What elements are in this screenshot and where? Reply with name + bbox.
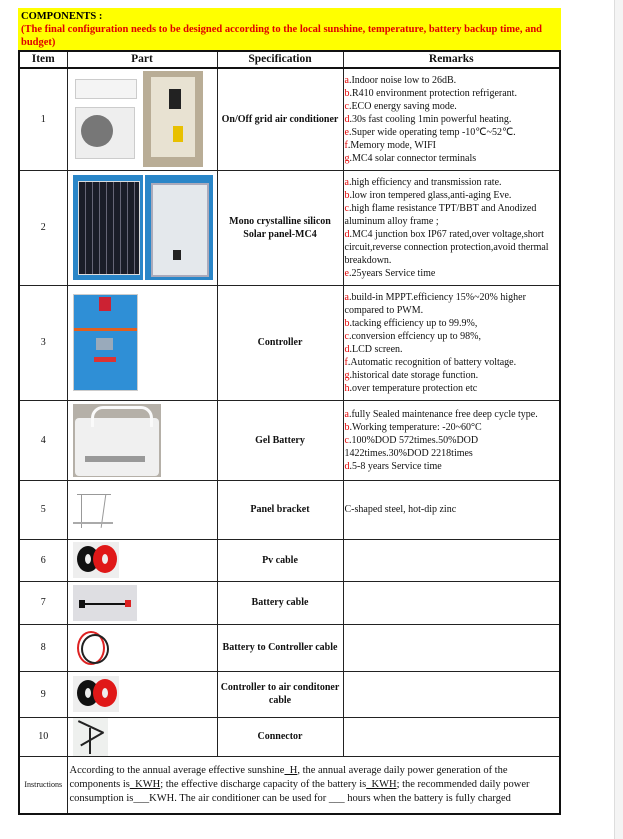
remark-text: .Automatic recognition of battery voltage.	[347, 356, 517, 368]
specification: Mono crystalline silicon Solar panel-MC4	[217, 170, 343, 285]
item-number: 1	[19, 68, 67, 170]
table-header-row	[19, 51, 560, 68]
table-row	[19, 170, 560, 285]
table-row	[19, 671, 560, 717]
remark-text: .over temperature protection etc	[349, 382, 478, 394]
remark-line	[345, 356, 559, 369]
remark-text: .LCD screen.	[349, 343, 403, 355]
remark-text: .build-in MPPT.efficiency 15%~20% higher compared to PWM.	[344, 291, 526, 316]
remark-key: b	[344, 317, 350, 329]
remark-text: .conversion effciency up to 98%,	[348, 330, 481, 342]
remark-line	[345, 202, 559, 228]
instruction-text: ; the recommended daily power consumption is___KWH. The air conditioner can be used for ___ hours when the battery is fully charged	[69, 778, 530, 804]
remark-text: C-shaped steel, hot-dip zinc	[344, 504, 457, 515]
part-cell	[67, 717, 217, 756]
specification: Controller	[217, 285, 343, 400]
part-cell	[67, 480, 217, 539]
remark-key: b	[344, 421, 350, 433]
blank-field: _KWH	[366, 778, 397, 790]
remark-key: a	[344, 408, 349, 420]
header-remarks: Remarks	[343, 51, 560, 68]
part-cell	[67, 170, 217, 285]
remark-key: a	[344, 74, 349, 86]
table-row	[19, 624, 560, 671]
remark-key: b	[344, 87, 350, 99]
part-cell	[67, 581, 217, 624]
part-cell	[67, 285, 217, 400]
remark-key: d	[344, 228, 350, 240]
instructions-label: Instructions	[19, 756, 67, 814]
remark-text: .high efficiency and transmission rate.	[348, 176, 502, 188]
banner-note: (The final configuration needs to be designed according to the local sunshine, temperature, battery backup time, and budget)	[21, 24, 543, 48]
remarks-cell	[343, 624, 560, 671]
table-row	[19, 539, 560, 581]
remark-text: .Working temperature: -20~60°C	[349, 421, 482, 433]
remarks-cell	[343, 400, 560, 480]
remark-line	[345, 74, 559, 87]
remark-key: f	[344, 356, 348, 368]
remark-line	[345, 176, 559, 189]
remark-line	[345, 503, 559, 516]
item-number: 7	[19, 581, 67, 624]
battery-controller-cable-image	[73, 628, 109, 668]
remark-key: c	[344, 100, 349, 112]
remark-line	[345, 139, 559, 152]
remark-text: .R410 environment protection refrigerant.	[349, 87, 517, 99]
part-cell	[67, 624, 217, 671]
remark-line	[345, 382, 559, 395]
remark-line	[345, 113, 559, 126]
mc4-connector-image	[73, 718, 108, 756]
remark-line	[345, 126, 559, 139]
remark-key: c	[344, 202, 349, 214]
item-number: 2	[19, 170, 67, 285]
scrollbar[interactable]	[614, 0, 623, 839]
header-item: Item	[19, 51, 67, 68]
remarks-cell	[343, 671, 560, 717]
remark-text: .MC4 solar connector terminals	[349, 152, 477, 164]
remark-key: e	[344, 126, 349, 138]
components-banner	[18, 8, 561, 50]
remark-line	[345, 152, 559, 165]
remark-text: .Indoor noise low to 26dB.	[348, 74, 457, 86]
remarks-cell	[343, 480, 560, 539]
remark-text: .Memory mode, WIFI	[347, 139, 436, 151]
remark-text: .historical date storage function.	[349, 369, 479, 381]
specification: Battery cable	[217, 581, 343, 624]
remarks-cell	[343, 285, 560, 400]
remark-key: h	[344, 382, 350, 394]
banner-title: COMPONENTS :	[21, 11, 103, 22]
table-row	[19, 581, 560, 624]
specification: Controller to air conditoner cable	[217, 671, 343, 717]
remark-line	[345, 434, 559, 460]
remark-line	[345, 189, 559, 202]
solar-panel-back-image	[145, 175, 213, 280]
remark-text: .5-8 years Service time	[349, 460, 442, 472]
remark-key: b	[344, 189, 350, 201]
instruction-text: According to the annual average effective sunshine	[69, 764, 285, 776]
part-cell	[67, 68, 217, 170]
remarks-cell	[343, 717, 560, 756]
remark-line	[345, 408, 559, 421]
item-number: 9	[19, 671, 67, 717]
specification: On/Off grid air conditioner	[217, 68, 343, 170]
specification: Connector	[217, 717, 343, 756]
mppt-controller-image	[73, 294, 138, 391]
table-row	[19, 400, 560, 480]
air-conditioner-indoor-outdoor-image	[73, 73, 141, 165]
remark-line	[345, 330, 559, 343]
remark-key: d	[344, 460, 350, 472]
remark-text: .MC4 junction box IP67 rated,over voltage,short circuit,reverse connection protection,avoid thermal breakdown.	[344, 228, 549, 266]
specification: Pv cable	[217, 539, 343, 581]
remark-key: e	[344, 267, 349, 279]
instruction-text: ; the effective discharge capacity of the battery is	[160, 778, 367, 790]
remark-line	[345, 228, 559, 267]
remark-key: a	[344, 176, 349, 188]
remark-line	[345, 100, 559, 113]
remarks-cell	[343, 68, 560, 170]
remark-key: d	[344, 343, 350, 355]
table-row	[19, 68, 560, 170]
remark-line	[345, 343, 559, 356]
remark-line	[345, 317, 559, 330]
remark-key: c	[344, 330, 349, 342]
air-conditioner-back-image	[143, 71, 203, 167]
remarks-cell	[343, 170, 560, 285]
remark-text: .ECO energy saving mode.	[348, 100, 457, 112]
remark-text: .100%DOD 572times.50%DOD 1422times.30%DOD 2218times	[344, 434, 479, 459]
components-sheet	[18, 8, 561, 815]
part-cell	[67, 671, 217, 717]
table-row	[19, 717, 560, 756]
components-table	[18, 50, 561, 815]
remark-text: .25years Service time	[348, 267, 436, 279]
item-number: 6	[19, 539, 67, 581]
remark-line	[345, 87, 559, 100]
remark-key: g	[344, 152, 350, 164]
pv-cable-coils-image	[73, 542, 119, 578]
gel-battery-image	[73, 404, 161, 477]
header-part: Part	[67, 51, 217, 68]
remark-key: f	[344, 139, 348, 151]
remark-line	[345, 421, 559, 434]
table-row	[19, 285, 560, 400]
part-cell	[67, 400, 217, 480]
blank-field: _KWH	[129, 778, 161, 790]
remarks-cell	[343, 581, 560, 624]
remark-line	[345, 369, 559, 382]
remark-text: .high flame resistance TPT/BBT and Anodized aluminum alloy frame ;	[344, 202, 537, 227]
instructions-text	[67, 756, 560, 814]
remark-key: a	[344, 291, 349, 303]
solar-panel-front-image	[73, 175, 143, 280]
remark-text: .low iron tempered glass,anti-aging Eve.	[349, 189, 512, 201]
blank-field: _H	[284, 764, 298, 776]
remarks-cell	[343, 539, 560, 581]
remark-line	[345, 267, 559, 280]
remark-line	[345, 460, 559, 473]
panel-bracket-image	[73, 489, 117, 531]
instruction-text: , the annual average daily power generation of the components is	[69, 764, 508, 790]
part-cell	[67, 539, 217, 581]
battery-cable-image	[73, 585, 137, 621]
specification: Panel bracket	[217, 480, 343, 539]
remark-key: d	[344, 113, 350, 125]
item-number: 3	[19, 285, 67, 400]
remark-text: .30s fast cooling 1min powerful heating.	[349, 113, 512, 125]
instructions-row	[19, 756, 560, 814]
remark-text: .tacking efficiency up to 99.9%,	[349, 317, 478, 329]
item-number: 10	[19, 717, 67, 756]
item-number: 8	[19, 624, 67, 671]
pv-cable-coils-image	[73, 676, 119, 712]
item-number: 5	[19, 480, 67, 539]
remark-key: c	[344, 434, 349, 446]
remark-key: g	[344, 369, 350, 381]
specification: Gel Battery	[217, 400, 343, 480]
remark-text: .fully Sealed maintenance free deep cycle type.	[348, 408, 538, 420]
header-specification: Specification	[217, 51, 343, 68]
remark-text: .Super wide operating temp -10℃~52℃.	[348, 126, 516, 138]
remark-line	[345, 291, 559, 317]
item-number: 4	[19, 400, 67, 480]
table-row	[19, 480, 560, 539]
specification: Battery to Controller cable	[217, 624, 343, 671]
